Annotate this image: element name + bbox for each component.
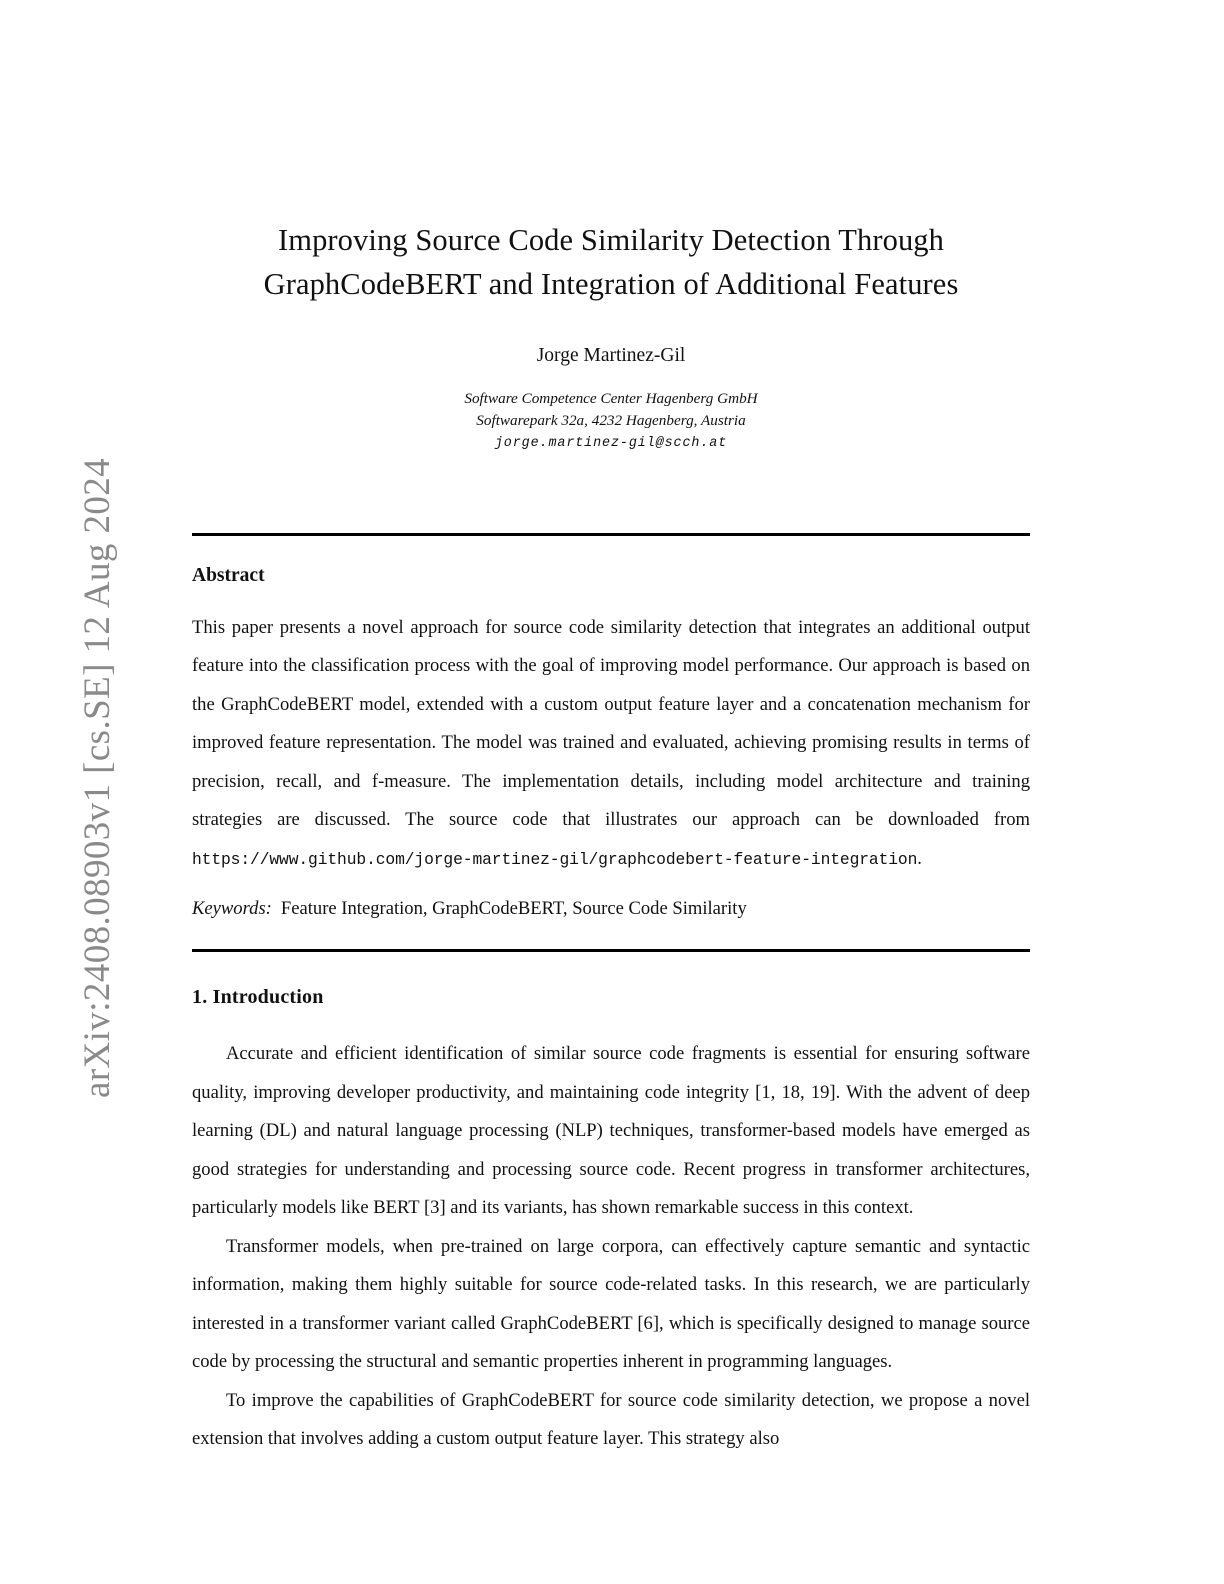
page-title	[192, 218, 1030, 306]
section-heading-introduction: 1. Introduction	[192, 986, 324, 1008]
abstract-text-after-url: .	[917, 847, 922, 869]
abstract-section	[192, 565, 1030, 926]
title-block	[192, 218, 1030, 455]
keywords-label: Keywords:	[192, 898, 272, 919]
page-title-line-2: GraphCodeBERT and Integration of Additional Features	[263, 267, 959, 301]
abstract-rule-top	[192, 533, 1030, 536]
arxiv-stamp	[0, 0, 118, 1584]
author-name: Jorge Martinez-Gil	[536, 345, 686, 366]
introduction-section	[192, 986, 1030, 1459]
abstract-heading: Abstract	[192, 564, 265, 586]
abstract-text-before-url: This paper presents a novel approach for source code similarity detection that integrates an additional output feature into the classification process with the goal of improving model performance. Our approach is based on the GraphCodeBERT model, extended with a custom output feature layer and a concatenation mechanism for improved feature representation. The model was trained and evaluated, achieving promising results in terms of precision, recall, and f-measure. The implementation details, including model architecture and training strategies are discussed. The source code that illustrates our approach can be downloaded from	[192, 616, 1030, 830]
keywords-values: Feature Integration, GraphCodeBERT, Source Code Similarity	[280, 898, 747, 919]
intro-paragraph-2: Transformer models, when pre-trained on large corpora, can effectively capture semantic and syntactic information, making them highly suitable for source code-related tasks. In this research, we are particularly interested in a transformer variant called GraphCodeBERT [6], which is specifically designed to manage source code by processing the structural and semantic properties inherent in programming languages.	[192, 1235, 1030, 1372]
author-affiliation	[192, 388, 1030, 455]
intro-paragraph-1: Accurate and efficient identification of similar source code fragments is essential for ensuring software quality, improving developer productivity, and maintaining code integrity [1, 18, 19]. With the advent of deep learning (DL) and natural language processing (NLP) techniques, transformer-based models have emerged as good strategies for understanding and processing source code. Recent progress in transformer architectures, particularly models like BERT [3] and its variants, has shown remarkable success in this context.	[192, 1043, 1030, 1218]
abstract-body	[192, 609, 1030, 880]
affiliation-line-2: Softwarepark 32a, 4232 Hagenberg, Austria	[476, 411, 746, 429]
author-email: jorge.martinez-gil@scch.at	[494, 436, 728, 451]
arxiv-stamp-text: arXiv:2408.08903v1 [cs.SE] 12 Aug 2024	[77, 457, 118, 1098]
page-content-column	[192, 0, 1030, 1459]
intro-paragraph-3: To improve the capabilities of GraphCodeBERT for source code similarity detection, we propose a novel extension that involves adding a custom output feature layer. This strategy also	[192, 1389, 1030, 1449]
keywords-line	[192, 893, 1030, 925]
abstract-rule-bottom	[192, 949, 1030, 952]
page-title-line-1: Improving Source Code Similarity Detection Through	[277, 223, 944, 257]
source-code-url: https://www.github.com/jorge-martinez-gil/graphcodebert-feature-integration	[192, 849, 918, 869]
affiliation-line-1: Software Competence Center Hagenberg GmbH	[464, 390, 758, 407]
